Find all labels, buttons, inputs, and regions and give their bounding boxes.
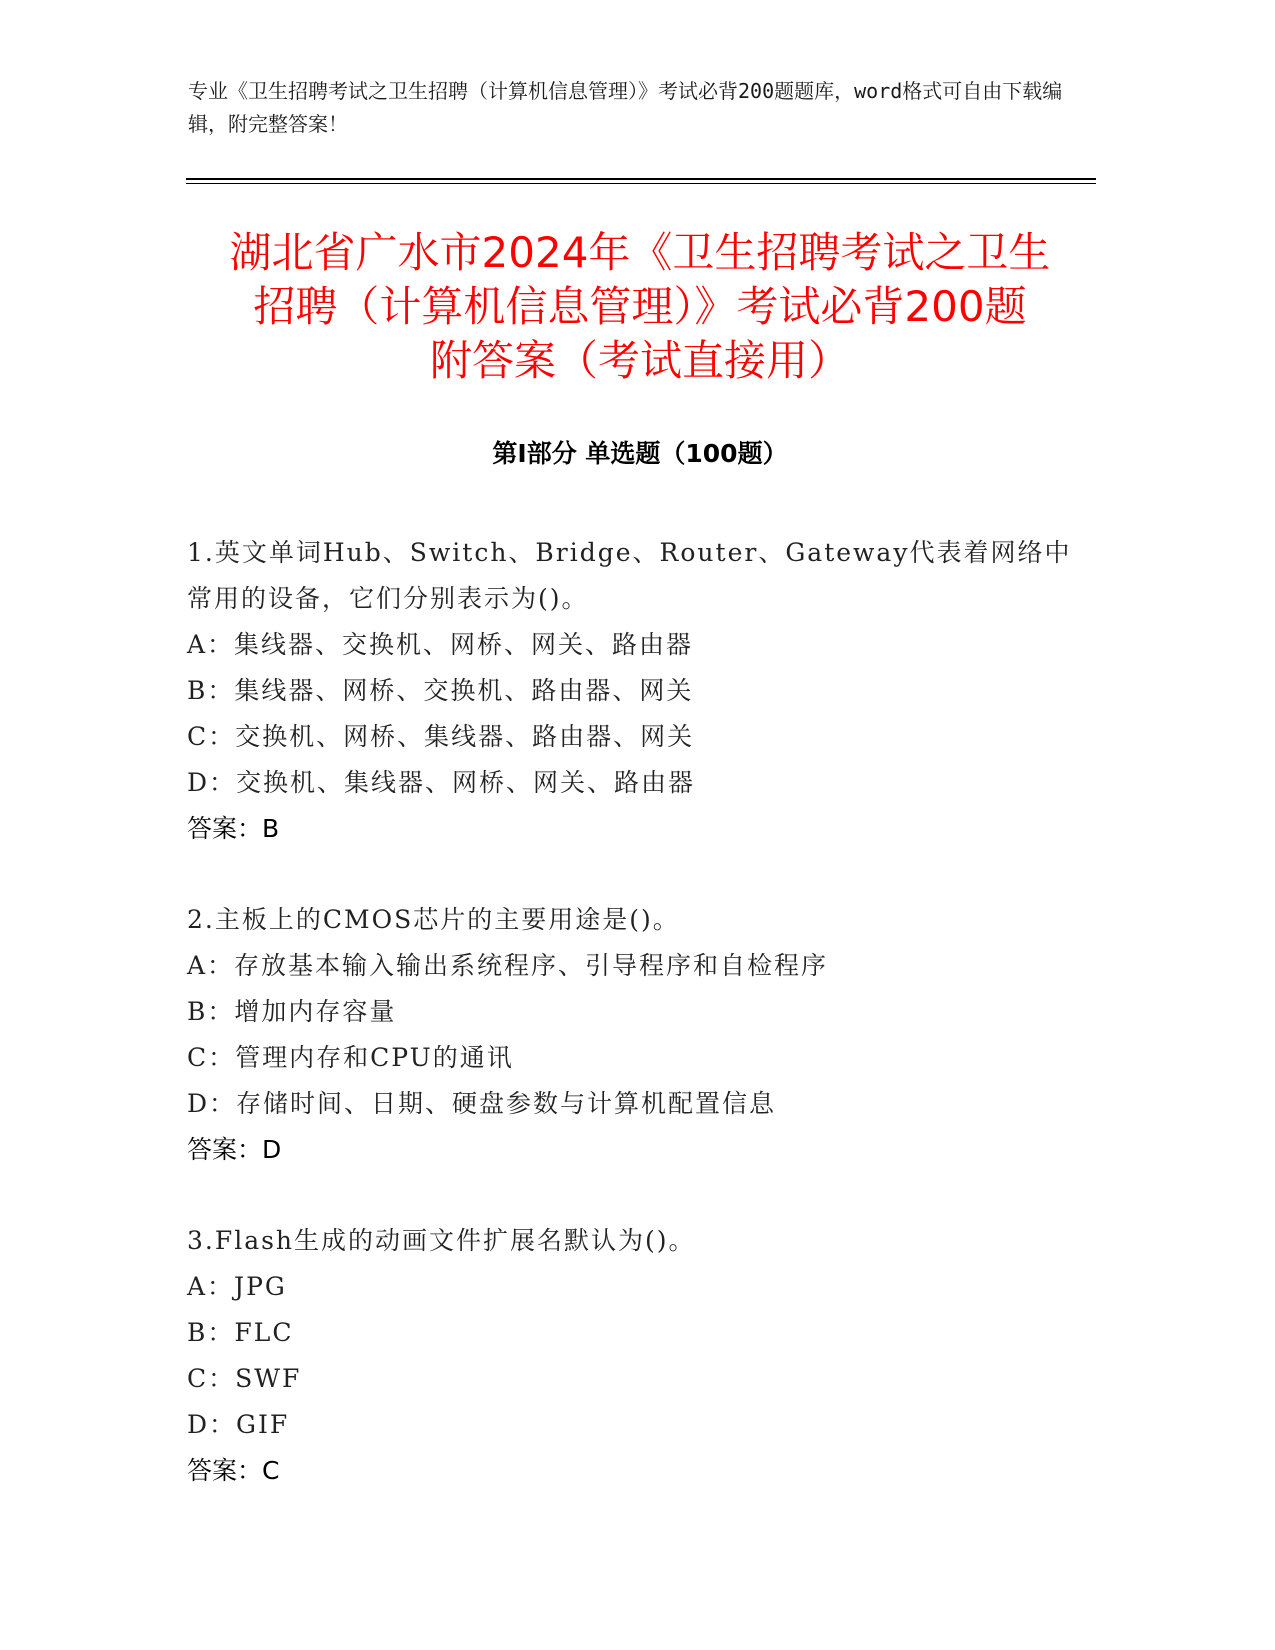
document-title — [180, 226, 1100, 388]
question-3 — [187, 1218, 1087, 1494]
option-a: A：JPG — [187, 1272, 287, 1301]
option-d: D：交换机、集线器、网桥、网关、路由器 — [187, 768, 696, 797]
question-1 — [187, 530, 1087, 852]
option-d: D：存储时间、日期、硬盘参数与计算机配置信息 — [187, 1089, 777, 1118]
option-a: A：存放基本输入输出系统程序、引导程序和自检程序 — [187, 951, 829, 980]
option-b: B：增加内存容量 — [187, 997, 397, 1026]
option-c: C：SWF — [187, 1364, 302, 1393]
question-stem: 2.主板上的CMOS芯片的主要用途是()。 — [187, 905, 680, 934]
answer: 答案：D — [187, 1135, 282, 1164]
title-line-3: 附答案（考试直接用） — [429, 336, 850, 385]
option-b: B：FLC — [187, 1318, 294, 1347]
question-2 — [187, 897, 1087, 1173]
title-line-1: 湖北省广水市2024年《卫生招聘考试之卫生 — [229, 228, 1051, 277]
question-stem: 1.英文单词Hub、Switch、Bridge、Router、Gateway代表着网络中常用的设备，它们分别表示为()。 — [187, 538, 1072, 613]
header-divider-thick — [186, 178, 1096, 180]
question-stem: 3.Flash生成的动画文件扩展名默认为()。 — [187, 1226, 696, 1255]
section-title: 第Ⅰ部分 单选题（100题） — [492, 439, 788, 468]
header-divider-thin — [186, 183, 1096, 184]
question-list — [187, 530, 1087, 1539]
option-c: C：交换机、网桥、集线器、路由器、网关 — [187, 722, 695, 751]
answer: 答案：C — [187, 1456, 280, 1485]
header-note: 专业《卫生招聘考试之卫生招聘（计算机信息管理）》考试必背200题题库，word格式可自由下载编辑，附完整答案！ — [188, 79, 1063, 136]
option-a: A：集线器、交换机、网桥、网关、路由器 — [187, 630, 694, 659]
title-line-2: 招聘（计算机信息管理）》考试必背200题 — [253, 282, 1027, 331]
option-c: C：管理内存和CPU的通讯 — [187, 1043, 514, 1072]
answer: 答案：B — [187, 814, 280, 843]
option-b: B：集线器、网桥、交换机、路由器、网关 — [187, 676, 694, 705]
option-d: D：GIF — [187, 1410, 290, 1439]
